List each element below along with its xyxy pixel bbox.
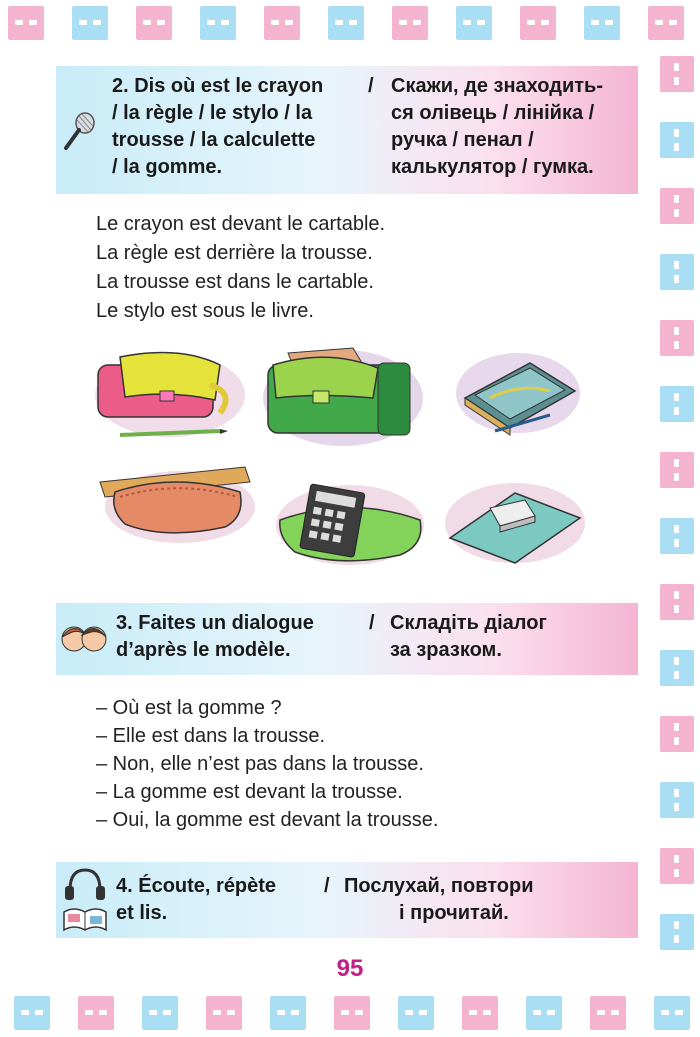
- exercise-2-fr-line: trousse / la calculette: [112, 129, 316, 151]
- exercise-2-fr-line: 2. Dis où est le crayon: [112, 75, 324, 97]
- border-tile: [520, 6, 556, 40]
- pencil-case-with-ruler: [95, 462, 265, 547]
- exercise-4-uk-line: і прочитай.: [399, 902, 509, 924]
- book-with-pen: [450, 343, 585, 438]
- sentence: Le stylo est sous le livre.: [96, 300, 314, 322]
- border-tile: [654, 996, 690, 1030]
- sentence: Le crayon est devant le cartable.: [96, 213, 386, 235]
- pencil-case-with-calculator: [270, 480, 430, 570]
- exercise-2-uk-line: Скажи, де знаходить-: [391, 75, 604, 97]
- exercise-4-uk-line: Послухай, повтори: [344, 875, 534, 897]
- border-tile: [648, 6, 684, 40]
- border-tile: [660, 782, 694, 818]
- border-tile: [392, 6, 428, 40]
- exercise-3-fr-line: d’après le modèle.: [116, 639, 291, 661]
- exercise-4-separator: /: [324, 875, 330, 897]
- border-tile: [660, 452, 694, 488]
- exercise-3-uk-line: Складіть діалог: [390, 612, 547, 634]
- exercise-3-instruction: [56, 603, 638, 675]
- border-tile: [660, 122, 694, 158]
- exercise-3-dialogue: [96, 694, 438, 834]
- dialogue-line: – Oui, la gomme est devant la trousse.: [96, 809, 439, 831]
- sentence: La trousse est dans le cartable.: [96, 271, 374, 293]
- border-tile: [462, 996, 498, 1030]
- border-tile: [14, 996, 50, 1030]
- border-tile: [584, 6, 620, 40]
- exercise-2-instruction: [56, 66, 638, 194]
- border-tile: [526, 996, 562, 1030]
- border-tile: [8, 6, 44, 40]
- border-tile: [660, 320, 694, 356]
- dialogue-line: – Non, elle n’est pas dans la trousse.: [96, 753, 424, 775]
- notebook-with-eraser: [440, 478, 590, 568]
- exercise-4-fr-line: 4. Écoute, répète: [116, 875, 277, 897]
- exercise-3-fr-line: 3. Faites un dialogue: [116, 612, 314, 634]
- border-tile: [142, 996, 178, 1030]
- border-tile: [398, 996, 434, 1030]
- pink-schoolbag-with-pencil: [90, 345, 250, 445]
- border-tile: [136, 6, 172, 40]
- border-tile: [328, 6, 364, 40]
- exercise-3-uk-line: за зразком.: [390, 639, 502, 661]
- exercise-3-separator: /: [369, 612, 375, 634]
- exercise-2-separator: /: [368, 75, 374, 97]
- microphone-icon: [60, 110, 100, 154]
- border-tile: [660, 716, 694, 752]
- border-tile: [660, 254, 694, 290]
- border-tile: [660, 848, 694, 884]
- exercise-2-sentences: [96, 210, 385, 326]
- border-tile: [660, 518, 694, 554]
- border-tile: [590, 996, 626, 1030]
- border-tile: [660, 584, 694, 620]
- border-tile: [660, 56, 694, 92]
- page-number: 95: [336, 955, 364, 982]
- border-tile: [660, 386, 694, 422]
- exercise-2-uk-line: ся олівець / лінійка /: [391, 102, 595, 124]
- green-schoolbag-with-book: [258, 343, 428, 448]
- exercise-2-uk-line: калькулятор / гумка.: [391, 156, 594, 178]
- border-tile: [200, 6, 236, 40]
- sentence: La règle est derrière la trousse.: [96, 242, 373, 264]
- dialogue-line: – La gomme est devant la trousse.: [96, 781, 403, 803]
- border-tile: [206, 996, 242, 1030]
- border-tile: [456, 6, 492, 40]
- border-tile: [334, 996, 370, 1030]
- children-faces-icon: [58, 619, 110, 659]
- border-tile: [270, 996, 306, 1030]
- exercise-2-fr-line: / la règle / le stylo / la: [112, 102, 313, 124]
- border-tile: [78, 996, 114, 1030]
- border-tile: [72, 6, 108, 40]
- dialogue-line: – Où est la gomme ?: [96, 697, 282, 719]
- exercise-4-instruction: [56, 862, 638, 938]
- border-tile: [660, 914, 694, 950]
- headphones-book-icon: [62, 866, 108, 934]
- exercise-4-fr-line: et lis.: [116, 902, 168, 924]
- exercise-2-uk-line: ручка / пенал /: [391, 129, 534, 151]
- border-tile: [660, 650, 694, 686]
- border-tile: [264, 6, 300, 40]
- exercise-2-fr-line: / la gomme.: [112, 156, 223, 178]
- border-tile: [660, 188, 694, 224]
- dialogue-line: – Elle est dans la trousse.: [96, 725, 326, 747]
